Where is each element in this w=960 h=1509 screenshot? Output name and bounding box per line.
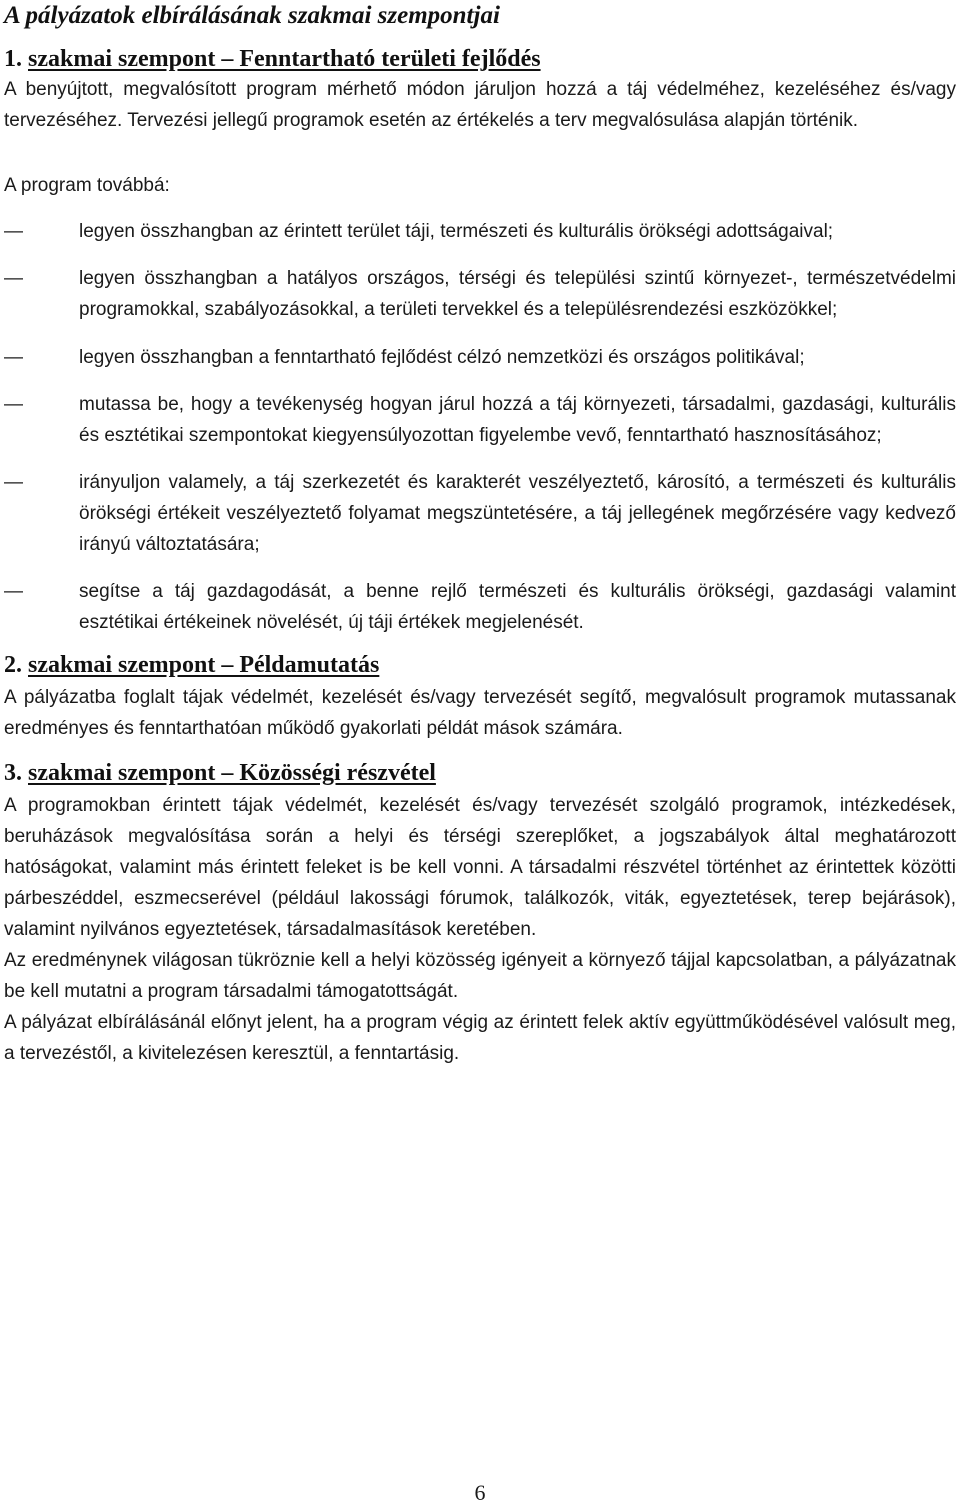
list-item [4,216,956,247]
section-3-paragraph: A pályázat elbírálásánál előnyt jelent, ha a program végig az érintett felek aktív együttműködésével valósult meg, a tervezéstől, a kivitelezésen keresztül, a fenntartásig. [4,1012,956,1064]
dash-bullet-icon: — [4,581,23,602]
dash-bullet-icon: — [4,221,23,242]
section-1-paragraph: A benyújtott, megvalósított program mérhető módon járuljon hozzá a táj védelméhez, kezeléséhez és/vagy tervezéséhez. Tervezési jellegű programok esetén az értékelés a terv megvalósulása alapján történik. [4,79,956,131]
list-item [4,467,956,560]
dash-bullet-icon: — [4,472,23,493]
list-item-text: irányuljon valamely, a táj szerkezetét és karakterét veszélyeztető, károsító, a természeti és kulturális örökségi értékeit veszélyeztető folyamat megszüntetésére, a táj jellegének megőrzésére vagy kedvező irányú változtatására; [79,472,956,555]
section-3-title: szakmai szempont – Közösségi részvétel [28,760,436,786]
list-item-text: legyen összhangban az érintett terület táji, természeti és kulturális örökségi adottságaival; [79,221,834,242]
list-item [4,576,956,638]
list-item [4,263,956,325]
list-item-text: mutassa be, hogy a tevékenység hogyan járul hozzá a táj környezeti, társadalmi, gazdasági, kulturális és esztétikai szempontokat kiegyensúlyozottan figyelembe vevő, fenntartható hasznosításához; [79,394,956,446]
dash-bullet-icon: — [4,268,23,289]
list-item-text: legyen összhangban a hatályos országos, térségi és települési szintű környezet-, természetvédelmi programokkal, szabályozásokkal, a területi tervekkel és a településrendezési eszközökkel; [79,268,956,320]
section-2 [4,650,956,744]
list-item [4,389,956,451]
list-item-text: segítse a táj gazdagodását, a benne rejlő természeti és kulturális örökségi, gazdasági valamint esztétikai értékeinek növelését, új táji értékek megjelenését. [79,581,956,633]
document-title: A pályázatok elbírálásának szakmai szempontjai [4,2,500,29]
section-3-paragraph: Az eredménynek világosan tükröznie kell a helyi közösség igényeit a környező tájjal kapcsolatban, a pályázatnak be kell mutatni a program társadalmi támogatottságát. [4,950,956,1002]
section-1-number: 1. [4,46,22,72]
section-3-heading [4,758,956,788]
section-3-paragraph: A programokban érintett tájak védelmét, kezelését és/vagy tervezését szolgáló programok, intézkedések, beruházások megvalósítása során a helyi és térségi szereplőket, a jogszabályok által meghatározott hatóságokat, valamint más érintett feleket is be kell vonni. A társadalmi részvétel történhet az érintettek közötti párbeszéddel, eszmecserével (például lakossági fórumok, találkozók, viták, egyeztetések, terep bejárások), valamint nyilvános egyeztetések, társadalmasítások keretében. [4,795,956,940]
document-page [4,0,956,1069]
section-1-heading [4,44,956,74]
dash-bullet-icon: — [4,394,23,415]
section-2-number: 2. [4,652,22,678]
list-item-text: legyen összhangban a fenntartható fejlődést célzó nemzetközi és országos politikával; [79,347,805,368]
section-3 [4,758,956,1069]
section-1 [4,44,956,638]
page-number: 6 [474,1480,486,1505]
section-2-paragraph: A pályázatba foglalt tájak védelmét, kezelését és/vagy tervezését segítő, megvalósult programok mutassanak eredményes és fenntarthatóan működő gyakorlati példát mások számára. [4,687,956,739]
section-1-lead: A program továbbá: [4,175,170,196]
section-3-number: 3. [4,760,22,786]
section-1-title: szakmai szempont – Fenntartható területi fejlődés [28,46,541,72]
dash-bullet-icon: — [4,347,23,368]
section-1-bullet-list [4,216,956,638]
section-2-heading [4,650,956,680]
section-2-title: szakmai szempont – Példamutatás [28,652,380,678]
list-item [4,342,956,373]
